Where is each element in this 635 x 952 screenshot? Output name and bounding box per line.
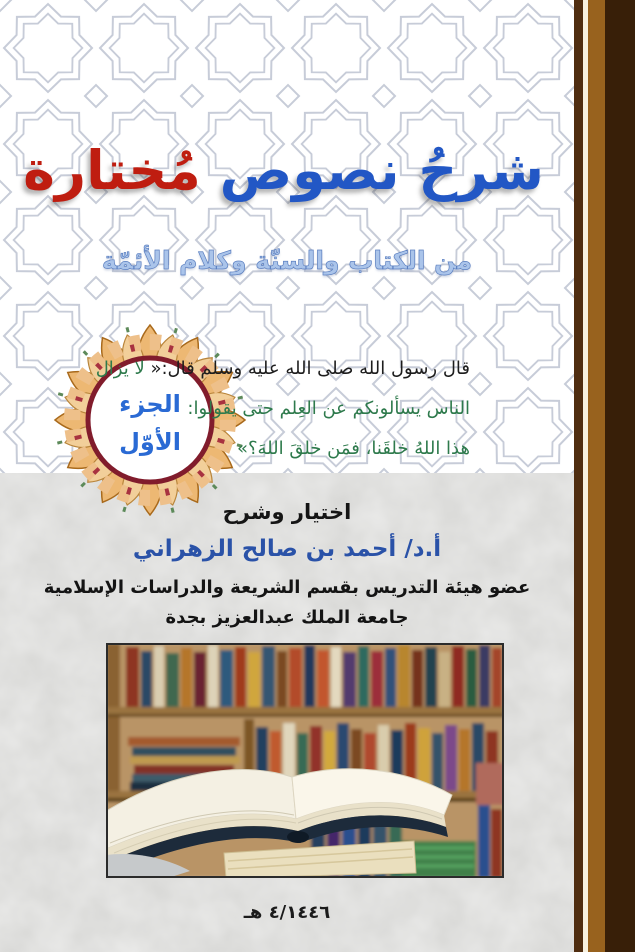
title-main-words: شرحُ نصوص — [219, 139, 544, 202]
badge-part-line: الجزء — [119, 390, 181, 418]
author-name: أ.د/ أحمد بن صالح الزهراني — [132, 536, 442, 562]
stripe-deep-brown — [574, 0, 583, 952]
hadith-quote-start: لا يزال — [95, 358, 151, 379]
right-border-band — [574, 0, 635, 952]
hadith-line-1 — [95, 349, 470, 389]
hadith-intro: قال رسول الله صلى الله عليه وسلم قال:« — [150, 358, 470, 379]
hijri-date-value: ٤/١٤٤٦ هـ — [243, 902, 331, 923]
affiliation-university: جامعة الملك عبدالعزيز بجدة — [165, 607, 409, 628]
hadith-line-3: هذا اللهُ خلقَنا، فمَن خلقَ اللهَ؟» — [236, 438, 470, 459]
title-subtitle: من الكتاب والسنّة وكلام الأئمّة — [101, 246, 473, 275]
book-title — [23, 128, 544, 214]
library-photo — [106, 643, 504, 878]
band-dark-brown — [605, 0, 635, 952]
badge-number-line: الأوّل — [119, 428, 181, 456]
hadith-line-2: الناس يسألونكم عن العِلم حتى يقولوا: — [187, 398, 470, 419]
hijri-date — [30, 902, 544, 923]
affiliation-department: عضو هيئة التدريس بقسم الشريعة والدراسات الإسلامية — [43, 577, 531, 598]
credit-heading: اختيار وشرح — [222, 500, 352, 524]
stripe-golden-brown — [588, 0, 605, 952]
title-word-mukhtara: مُختارة — [23, 139, 201, 202]
